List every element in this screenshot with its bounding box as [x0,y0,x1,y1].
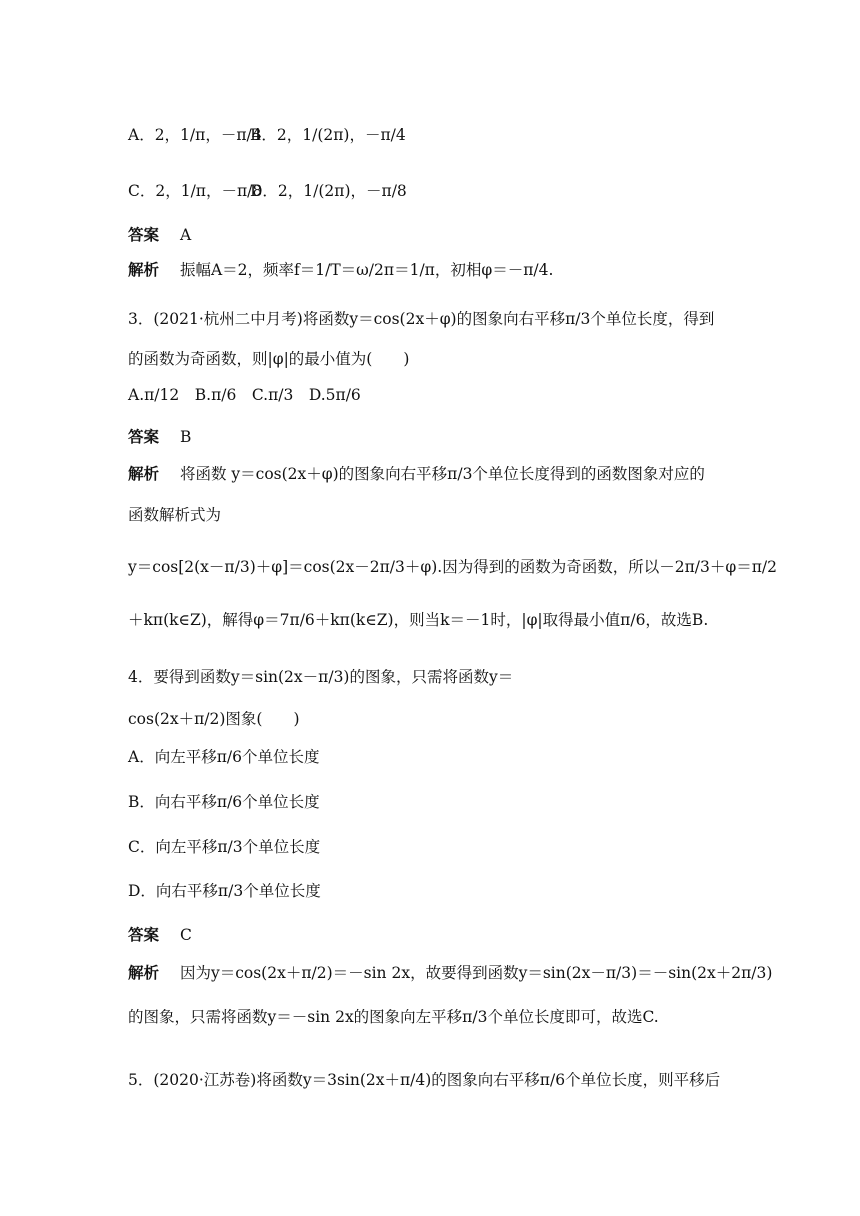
answer-label: 答案 [128,428,160,446]
answer-value: B [179,428,192,446]
q3-options: A.π/12 B.π/6 C.π/3 D.5π/6 [128,386,361,404]
q2-option-d: D．2，1/(2π)，－π/8 [250,182,407,200]
q3-answer-line [128,430,191,446]
q4-option-c: C．向左平移π/3个单位长度 [128,838,321,856]
q2-analysis-line [128,263,553,279]
q4-stem-2: cos(2x＋π/2)图象( ) [128,710,300,728]
analysis-text: 因为y＝cos(2x＋π/2)＝－sin 2x，故要得到函数y＝sin(2x－π/3)＝－sin(2x＋2π/3) [179,964,773,982]
q3-stem-2: 的函数为奇函数，则|φ|的最小值为( ) [128,350,410,368]
analysis-label: 解析 [128,964,160,982]
q4-option-d: D．向右平移π/3个单位长度 [128,882,321,900]
analysis-text: 振幅A＝2，频率f＝1/T＝ω/2π＝1/π，初相φ＝－π/4. [179,261,554,279]
analysis-text: 将函数 y＝cos(2x＋φ)的图象向右平移π/3个单位长度得到的函数图象对应的 [179,465,705,483]
q3-analysis-line-3: y＝cos[2(x－π/3)＋φ]＝cos(2x－2π/3＋φ).因为得到的函数为奇函数，所以－2π/3＋φ＝π/2 [128,558,777,576]
q2-option-a: A．2，1/π，－π/4 [128,126,262,144]
q4-analysis-line-2: 的图象，只需将函数y＝－sin 2x的图象向左平移π/3个单位长度即可，故选C. [128,1008,659,1026]
q4-option-a: A．向左平移π/6个单位长度 [128,748,320,766]
q4-analysis-line-1 [128,966,772,982]
answer-value: C [179,926,192,944]
analysis-label: 解析 [128,465,160,483]
q3-analysis-line-2: 函数解析式为 [128,506,222,524]
q3-analysis-line-4: ＋kπ(k∈Z)，解得φ＝7π/6＋kπ(k∈Z)，则当k＝－1时，|φ|取得最小值π/6，故选B. [128,611,709,629]
q5-stem-1: 5．(2020·江苏卷)将函数y＝3sin(2x＋π/4)的图象向右平移π/6个单位长度，则平移后 [128,1071,721,1089]
q4-option-b: B．向右平移π/6个单位长度 [128,793,320,811]
q4-stem-1: 4．要得到函数y＝sin(2x－π/3)的图象，只需将函数y＝ [128,668,514,686]
q3-stem-1: 3．(2021·杭州二中月考)将函数y＝cos(2x＋φ)的图象向右平移π/3个单位长度，得到 [128,310,715,328]
q2-answer-line [128,228,191,244]
q3-analysis-line-1 [128,467,705,483]
answer-label: 答案 [128,926,160,944]
q4-answer-line [128,928,192,944]
q2-option-b: B．2，1/(2π)，－π/4 [250,126,406,144]
q2-option-c: C．2，1/π，－π/8 [128,182,263,200]
analysis-label: 解析 [128,261,160,279]
answer-value: A [179,226,192,244]
answer-label: 答案 [128,226,160,244]
